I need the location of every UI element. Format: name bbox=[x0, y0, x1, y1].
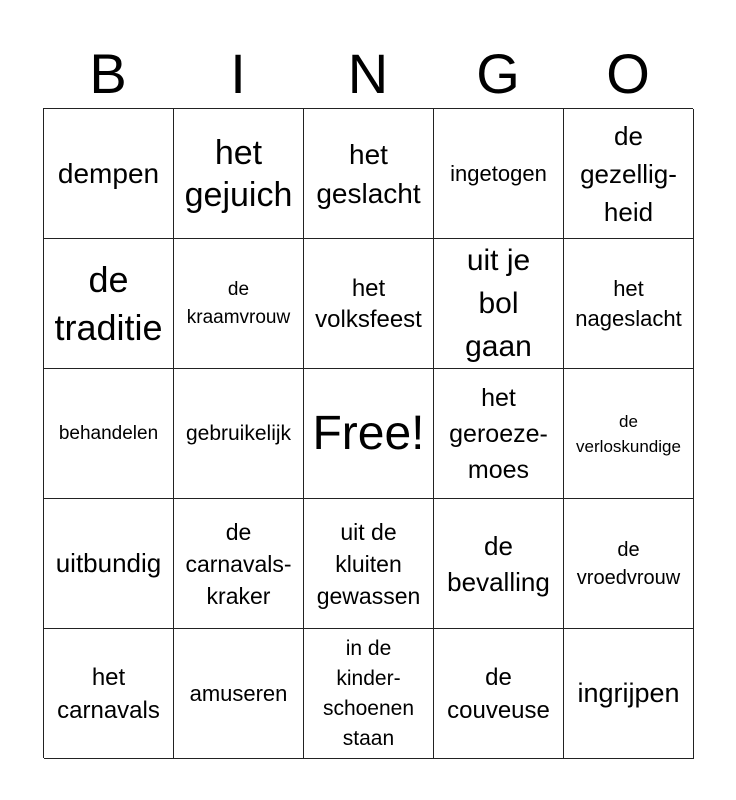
free-space[interactable] bbox=[304, 369, 434, 499]
bingo-cell[interactable] bbox=[44, 369, 174, 499]
cell-text: het volksfeest bbox=[315, 274, 422, 333]
bingo-header bbox=[43, 40, 693, 108]
header-letter-o: O bbox=[606, 42, 650, 105]
cell-text: het carnavals bbox=[57, 663, 160, 724]
cell-text: de verloskundige bbox=[576, 411, 681, 456]
cell-text: dempen bbox=[57, 158, 160, 189]
bingo-cell[interactable] bbox=[44, 499, 174, 629]
cell-text: het geroeze- moes bbox=[449, 383, 548, 484]
bingo-cell[interactable] bbox=[304, 629, 434, 759]
cell-text: de traditie bbox=[54, 258, 163, 348]
bingo-cell[interactable] bbox=[174, 109, 304, 239]
bingo-cell[interactable] bbox=[304, 499, 434, 629]
cell-text: ingrijpen bbox=[577, 678, 680, 708]
cell-text: behandelen bbox=[58, 422, 159, 444]
bingo-cell[interactable] bbox=[44, 239, 174, 369]
bingo-cell[interactable] bbox=[304, 109, 434, 239]
bingo-cell[interactable] bbox=[564, 629, 694, 759]
cell-text: de couveuse bbox=[447, 663, 550, 724]
header-letter-i: I bbox=[230, 42, 246, 105]
bingo-board bbox=[43, 108, 693, 758]
cell-text: gebruikelijk bbox=[185, 421, 292, 445]
bingo-cell[interactable] bbox=[174, 239, 304, 369]
bingo-cell[interactable] bbox=[564, 499, 694, 629]
bingo-cell[interactable] bbox=[564, 369, 694, 499]
free-text: Free! bbox=[312, 406, 425, 460]
cell-text: het nageslacht bbox=[575, 275, 682, 331]
bingo-cell[interactable] bbox=[564, 109, 694, 239]
bingo-cell[interactable] bbox=[434, 239, 564, 369]
cell-text: het gejuich bbox=[184, 133, 293, 214]
cell-text: de bevalling bbox=[447, 530, 550, 597]
bingo-cell[interactable] bbox=[434, 629, 564, 759]
bingo-cell[interactable] bbox=[44, 629, 174, 759]
bingo-cell[interactable] bbox=[174, 499, 304, 629]
header-letter-g: G bbox=[476, 42, 520, 105]
cell-text: amuseren bbox=[189, 680, 288, 706]
cell-text: ingetogen bbox=[450, 160, 547, 186]
header-letter-n: N bbox=[347, 42, 389, 105]
cell-text: uitbundig bbox=[55, 548, 162, 578]
bingo-cell[interactable] bbox=[434, 369, 564, 499]
bingo-cell[interactable] bbox=[174, 369, 304, 499]
header-letter-b: B bbox=[89, 42, 127, 105]
cell-text: uit je bol gaan bbox=[465, 244, 532, 363]
bingo-cell[interactable] bbox=[304, 239, 434, 369]
cell-text: de carnavals- kraker bbox=[185, 518, 292, 609]
cell-text: de gezellig- heid bbox=[580, 120, 677, 227]
cell-text: in de kinder- schoenen staan bbox=[322, 636, 415, 750]
bingo-cell[interactable] bbox=[434, 499, 564, 629]
bingo-cell[interactable] bbox=[434, 109, 564, 239]
bingo-cell[interactable] bbox=[44, 109, 174, 239]
cell-text: de vroedvrouw bbox=[576, 538, 681, 589]
bingo-cell[interactable] bbox=[564, 239, 694, 369]
cell-text: het geslacht bbox=[316, 138, 421, 209]
bingo-cell[interactable] bbox=[174, 629, 304, 759]
cell-text: uit de kluiten gewassen bbox=[316, 518, 421, 609]
cell-text: de kraamvrouw bbox=[186, 278, 291, 328]
